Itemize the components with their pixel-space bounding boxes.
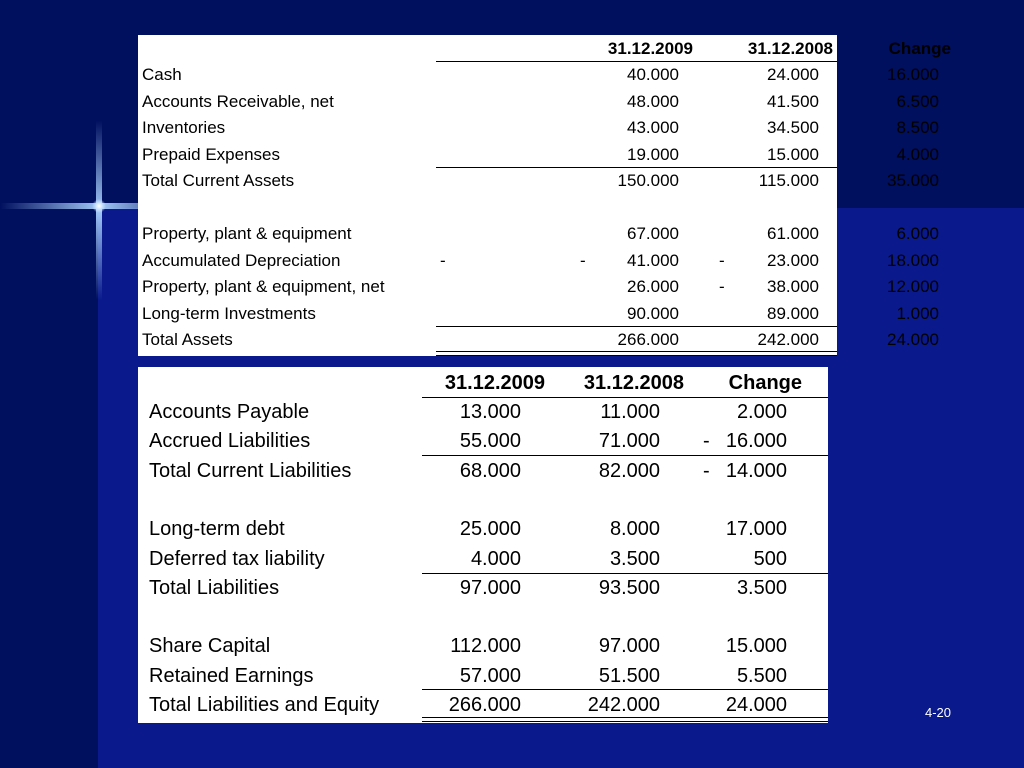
table-row bbox=[138, 457, 828, 486]
cell-value: 24.000 bbox=[887, 330, 939, 349]
negative-sign: - bbox=[703, 430, 710, 453]
column-header: 31.12.2008 bbox=[583, 372, 684, 394]
cell-value: 150.000 bbox=[617, 171, 679, 190]
cell-value: 6.000 bbox=[896, 224, 939, 243]
total-rule bbox=[436, 326, 837, 327]
cell-value: 15.000 bbox=[767, 144, 819, 164]
cell-value: 12.000 bbox=[887, 277, 939, 296]
table-row bbox=[138, 545, 828, 574]
liabilities-equity-table bbox=[138, 367, 828, 723]
cell-value: 82.000 bbox=[598, 459, 660, 482]
row-label: Total Current Assets bbox=[142, 171, 295, 190]
cell-value: 266.000 bbox=[617, 330, 679, 349]
table-row bbox=[138, 632, 828, 661]
subtotal-rule bbox=[422, 455, 828, 456]
table-row bbox=[138, 427, 828, 456]
row-label: Retained Earnings bbox=[149, 664, 314, 687]
table-row bbox=[138, 515, 828, 544]
row-label: Property, plant & equipment bbox=[142, 224, 352, 243]
background-left bbox=[0, 0, 98, 768]
row-label: Accounts Receivable, net bbox=[142, 91, 334, 111]
row-label: Accounts Payable bbox=[149, 401, 310, 423]
assets-header-row bbox=[138, 36, 951, 62]
cell-value: 55.000 bbox=[459, 430, 521, 453]
cell-value: 266.000 bbox=[448, 694, 521, 716]
row-label: Total Assets bbox=[142, 330, 233, 349]
cell-value: 25.000 bbox=[459, 518, 521, 541]
cell-value: 2.000 bbox=[736, 401, 787, 423]
cell-value: 90.000 bbox=[627, 303, 679, 323]
table-row bbox=[138, 221, 939, 247]
cell-value: 71.000 bbox=[598, 430, 660, 453]
cell-value: 57.000 bbox=[459, 664, 521, 687]
cell-value: 38.000 bbox=[767, 277, 819, 296]
cell-value: 8.500 bbox=[896, 118, 939, 137]
row-label: Total Liabilities bbox=[149, 576, 280, 599]
double-underline bbox=[422, 717, 828, 722]
cell-value: 1.000 bbox=[896, 303, 939, 323]
cell-value: 24.000 bbox=[725, 694, 787, 716]
negative-sign: - bbox=[703, 459, 710, 482]
double-underline bbox=[436, 351, 837, 356]
cell-value: 11.000 bbox=[600, 401, 660, 423]
row-label: Accrued Liabilities bbox=[149, 430, 311, 453]
column-header: Change bbox=[888, 39, 951, 58]
cell-value: 4.000 bbox=[470, 547, 521, 570]
cell-value: 115.000 bbox=[758, 171, 819, 190]
column-header: 31.12.2009 bbox=[444, 372, 545, 394]
cell-value: 242.000 bbox=[757, 330, 819, 349]
cell-value: 93.500 bbox=[598, 576, 660, 599]
row-label: Total Current Liabilities bbox=[149, 459, 352, 482]
column-header: 31.12.2008 bbox=[747, 39, 833, 58]
cell-value: 34.500 bbox=[767, 118, 819, 137]
table-row bbox=[138, 142, 939, 168]
cell-value: 8.000 bbox=[609, 518, 660, 541]
row-label: Prepaid Expenses bbox=[142, 144, 280, 164]
table-row bbox=[138, 603, 828, 632]
cell-value: 3.500 bbox=[609, 547, 660, 570]
cell-value: 16.000 bbox=[725, 430, 787, 453]
cell-value: 67.000 bbox=[627, 224, 679, 243]
cell-value: 13.000 bbox=[459, 401, 521, 423]
row-label: Total Liabilities and Equity bbox=[149, 694, 380, 716]
cell-value: 15.000 bbox=[725, 635, 787, 658]
subtotal-rule bbox=[436, 167, 837, 168]
row-label: Inventories bbox=[142, 118, 226, 137]
cell-value: 68.000 bbox=[459, 459, 521, 482]
cell-value: 6.500 bbox=[896, 91, 939, 111]
cell-value: 23.000 bbox=[767, 250, 819, 270]
cell-value: 26.000 bbox=[627, 277, 679, 296]
cell-value: 24.000 bbox=[767, 65, 819, 84]
cell-value: 4.000 bbox=[896, 144, 939, 164]
cell-value: 40.000 bbox=[627, 65, 679, 84]
row-label: Share Capital bbox=[149, 635, 271, 658]
cell-value: 14.000 bbox=[725, 459, 787, 482]
table-row bbox=[138, 195, 837, 221]
cell-value: 48.000 bbox=[627, 91, 679, 111]
cell-value: 500 bbox=[753, 547, 787, 570]
table-row bbox=[138, 115, 939, 141]
cell-value: 242.000 bbox=[587, 694, 660, 716]
row-label: Long-term Investments bbox=[142, 303, 316, 323]
cell-value: 43.000 bbox=[627, 118, 679, 137]
cell-value: 16.000 bbox=[887, 65, 939, 84]
table-row bbox=[138, 274, 939, 300]
table-row bbox=[138, 662, 828, 691]
cell-value: 35.000 bbox=[887, 171, 939, 190]
cell-value: 17.000 bbox=[725, 518, 787, 541]
row-label: Long-term debt bbox=[149, 518, 285, 541]
cell-value: 89.000 bbox=[767, 303, 819, 323]
cell-value: 5.500 bbox=[736, 664, 787, 687]
row-label: Accumulated Depreciation bbox=[142, 250, 341, 270]
star-icon bbox=[92, 199, 106, 213]
negative-sign: - bbox=[719, 250, 725, 270]
total-rule bbox=[422, 689, 828, 690]
table-row bbox=[138, 301, 939, 327]
cell-value: 97.000 bbox=[598, 635, 660, 658]
table-row bbox=[138, 691, 828, 720]
cell-value: 97.000 bbox=[459, 576, 521, 599]
table-row bbox=[138, 62, 939, 88]
negative-sign: - bbox=[440, 250, 446, 270]
cell-value: 41.500 bbox=[767, 91, 819, 111]
subtotal-rule bbox=[422, 573, 828, 574]
slide-number: 4-20 bbox=[925, 705, 952, 720]
table-row bbox=[138, 248, 939, 274]
cell-value: 19.000 bbox=[627, 144, 679, 164]
cell-value: 41.000 bbox=[627, 250, 679, 270]
cell-value: 51.500 bbox=[598, 664, 660, 687]
table-row bbox=[138, 486, 828, 515]
table-row bbox=[138, 574, 828, 603]
negative-sign: - bbox=[719, 277, 725, 296]
table-row bbox=[138, 398, 828, 427]
cell-value: 112.000 bbox=[450, 635, 521, 658]
row-label: Cash bbox=[142, 65, 182, 84]
table-row bbox=[138, 327, 939, 353]
column-header: 31.12.2009 bbox=[607, 39, 693, 58]
assets-table bbox=[138, 35, 951, 356]
cell-value: 61.000 bbox=[767, 224, 819, 243]
row-label: Property, plant & equipment, net bbox=[142, 277, 385, 296]
cell-value: 18.000 bbox=[887, 250, 939, 270]
table-row bbox=[138, 89, 939, 115]
row-label: Deferred tax liability bbox=[149, 547, 325, 570]
column-header: Change bbox=[728, 372, 802, 394]
table-row bbox=[138, 168, 939, 194]
cell-value: 3.500 bbox=[736, 576, 787, 599]
negative-sign: - bbox=[580, 250, 586, 270]
liabilities-header-row bbox=[138, 369, 828, 398]
